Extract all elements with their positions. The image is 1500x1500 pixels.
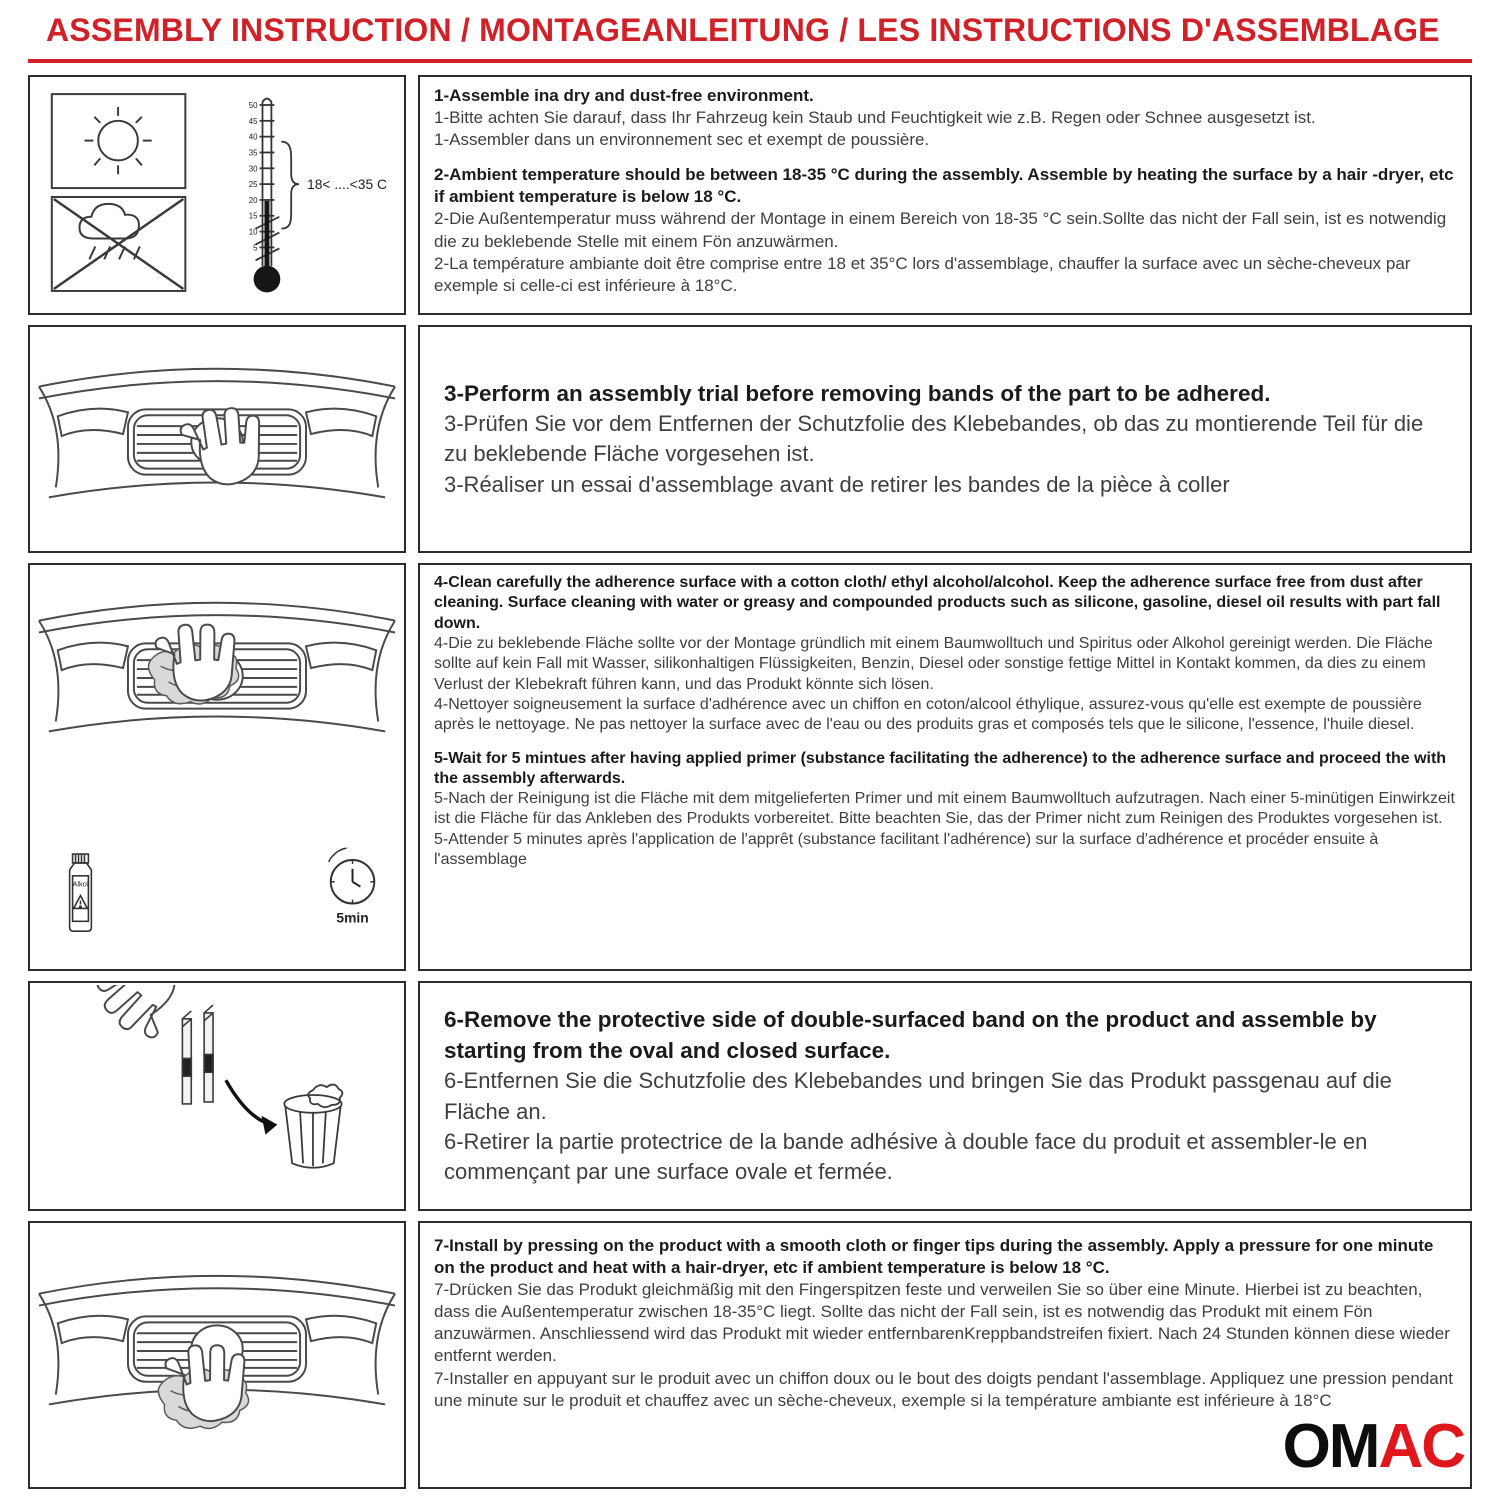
therm-tick: 35 xyxy=(248,148,258,158)
step-3-text-fr: 3-Réaliser un essai d'assemblage avant de retirer les bandes de la pièce à coller xyxy=(444,471,1230,497)
car-grille-pressing-svg xyxy=(34,1226,400,1484)
figure-pressing xyxy=(28,1221,406,1489)
trash-bin-icon xyxy=(284,1085,342,1168)
alcohol-bottle-icon xyxy=(70,854,92,931)
step-5-text-fr: 5-Attender 5 minutes après l'application de l'apprêt (substance facilitant l'adhérence) sur la surface d'adhérence et procéder ensuite à l'assemblage xyxy=(434,830,1379,869)
arrow-icon xyxy=(226,1080,277,1134)
step-1-text-fr: 1-Assembler dans un environnement sec et exempt de poussière. xyxy=(434,130,930,150)
car-grille-trial-svg xyxy=(34,329,400,549)
sun-icon xyxy=(52,94,186,188)
step-2-title-en: 2-Ambient temperature should be between 18-35 °C during the assembly. Assemble by heating the surface by a hair -dryer, etc if ambient temperature is below 18 °C. xyxy=(434,165,1454,207)
step-4-text-de: 4-Die zu beklebende Fläche sollte vor der Montage gründlich mit einem Baumwolltuch und Spiritus oder Alkohol gereinigt werden. Die Fläche sollte auf kein Fall mit Wasser, silikonhaltigen Flüssigkeiten, Benzin, Diesel oder sonstige fettige Mittel in Kontakt kommen, da dies zu einem Verlust der Klebekraft führen kann, und das Produkt könnte sich lösen. xyxy=(434,634,1433,693)
step-4-title-en: 4-Clean carefully the adherence surface with a cotton cloth/ ethyl alcohol/alcohol. Keep the adherence surface free from dust after cleaning. Surface cleaning with water or greasy and compounded products such as silicone, gasoline, diesel oil results with part fall down. xyxy=(434,574,1441,632)
step-6-text xyxy=(418,981,1472,1211)
spacer xyxy=(434,151,1456,164)
step-3-title-en: 3-Perform an assembly trial before removing bands of the part to be adhered. xyxy=(444,380,1271,406)
step-7-title-en: 7-Install by pressing on the product with a smooth cloth or finger tips during the assembly. Apply a pressure for one minute on the product and heat with a hair-dryer, etc if ambient temperature is below 18 °C. xyxy=(434,1236,1434,1278)
therm-tick: 45 xyxy=(248,116,258,126)
step-4-5-text xyxy=(418,563,1472,971)
therm-tick: 40 xyxy=(248,132,258,142)
step-row-7 xyxy=(28,1221,1472,1489)
step-3-text xyxy=(418,325,1472,553)
figure-cleaning xyxy=(28,563,406,971)
figure-environment-temperature xyxy=(28,75,406,315)
step-row-3 xyxy=(28,325,1472,553)
brace-glyph xyxy=(281,142,299,229)
spacer xyxy=(434,736,1456,749)
omac-logo-red: AC xyxy=(1378,1412,1464,1481)
clock-5min-label: 5min xyxy=(336,909,369,926)
step-6-text-fr: 6-Retirer la partie protectrice de la bande adhésive à double face du produit et assembler-le en commençant par une surface ovale et fermée. xyxy=(444,1129,1368,1185)
step-row-6 xyxy=(28,981,1472,1211)
step-row-1-2 xyxy=(28,75,1472,315)
car-grille-cleaning-svg xyxy=(34,568,400,966)
step-2-text-fr: 2-La température ambiante doit être comprise entre 18 et 35°C lors d'assemblage, chauffer la surface avec un sèche-cheveux par exemple si celle-ci est inférieure à 18°C. xyxy=(434,253,1411,295)
omac-logo xyxy=(1282,1412,1464,1481)
step-1-text-de: 1-Bitte achten Sie darauf, dass Ihr Fahrzeug kein Staub und Feuchtigkeit wie z.B. Regen oder Schnee ausgesetzt ist. xyxy=(434,108,1316,128)
tape-removal-svg xyxy=(34,985,400,1207)
step-6-title-en: 6-Remove the protective side of double-surfaced band on the product and assemble by starting from the oval and closed surface. xyxy=(444,1007,1377,1064)
therm-tick: 25 xyxy=(248,180,258,190)
omac-logo-black: OM xyxy=(1282,1412,1379,1481)
therm-tick: 10 xyxy=(248,227,258,237)
temperature-range-label: 18< ....<35 C xyxy=(307,176,387,193)
thermometer-icon xyxy=(249,99,387,293)
therm-tick: 20 xyxy=(248,195,258,205)
hand-icon xyxy=(86,985,196,1047)
step-4-text-fr: 4-Nettoyer soigneusement la surface d'adhérence avec un chiffon en coton/alcool éthylique, assurez-vous qu'elle est exempte de poussière après le nettoyage. Ne pas nettoyer la surface avec de l'eau ou des produits gras et composés tels que le silicone, l'essence, l'huile diesel. xyxy=(434,695,1422,734)
therm-tick: 5 xyxy=(253,243,258,253)
therm-tick: 50 xyxy=(248,100,258,110)
therm-tick: 15 xyxy=(248,211,258,221)
step-7-text-de: 7-Drücken Sie das Produkt gleichmäßig mit den Fingerspitzen feste und verweilen Sie so über eine Minute. Hierbei ist zu beachten, dass die Außentemperatur zwischen 18-35°C liegt. Sollte das nicht der Fall sein, ist es notwendig das Produkt mit einem Fön anzuwärmen. Anschliessend wird das Produkt mit wieder entfernbarenKreppbandstreifen fixiert. Nach 24 Stunden können diese wieder entfernt werden. xyxy=(434,1280,1450,1366)
header xyxy=(28,8,1472,63)
no-rain-icon xyxy=(52,197,186,291)
figure-band-removal xyxy=(28,981,406,1211)
step-5-title-en: 5-Wait for 5 mintues after having applied primer (substance facilitating the adherence) to the adherence surface and proceed the with the assembly afterwards. xyxy=(434,749,1447,787)
step-6-text-de: 6-Entfernen Sie die Schutzfolie des Klebebandes und bringen Sie das Produkt passgenau auf die Fläche an. xyxy=(444,1068,1392,1124)
therm-tick: 30 xyxy=(248,164,258,174)
adhesive-bands-icon xyxy=(182,1005,213,1104)
figure-assembly-trial xyxy=(28,325,406,553)
step-1-title-en: 1-Assemble ina dry and dust-free environment. xyxy=(434,86,814,105)
step-2-text-de: 2-Die Außentemperatur muss während der Montage in einem Bereich von 18-35 °C sein.Sollte das nicht der Fall sein, ist es notwendig die zu beklebende Stelle mit einem Fön anzuwärmen. xyxy=(434,209,1447,251)
step-row-4-5 xyxy=(28,563,1472,971)
alcohol-label: Alkol xyxy=(72,879,89,889)
step-1-2-text xyxy=(418,75,1472,315)
step-5-text-de: 5-Nach der Reinigung ist die Fläche mit dem mitgelieferten Primer und mit einem Baumwolltuch aufzutragen. Nach einer 5-minütigen Einwirkzeit ist die Fläche für das Ankleben des Produkts vorbereitet. Bitte beachten Sie, das der Primer nicht zum Reinigen des Produktes vorgesehen ist. xyxy=(434,790,1455,828)
step-3-text-de: 3-Prüfen Sie vor dem Entfernen der Schutzfolie des Klebebandes, ob das zu montierende Teil für die zu beklebende Fläche vorgesehen ist. xyxy=(444,410,1424,467)
environment-temperature-svg xyxy=(34,80,400,310)
step-7-text-fr: 7-Installer en appuyant sur le produit avec un chiffon doux ou le bout des doigts pendant l'assemblage. Appliquez une pression pendant une minute sur le produit et chauffez avec un sèche-cheveux, exemple si la température ambiante est inférieure à 18°C xyxy=(434,1368,1453,1410)
page-title: ASSEMBLY INSTRUCTION / MONTAGEANLEITUNG / LES INSTRUCTIONS D'ASSEMBLAGE xyxy=(46,12,1440,48)
clock-icon xyxy=(329,848,375,925)
